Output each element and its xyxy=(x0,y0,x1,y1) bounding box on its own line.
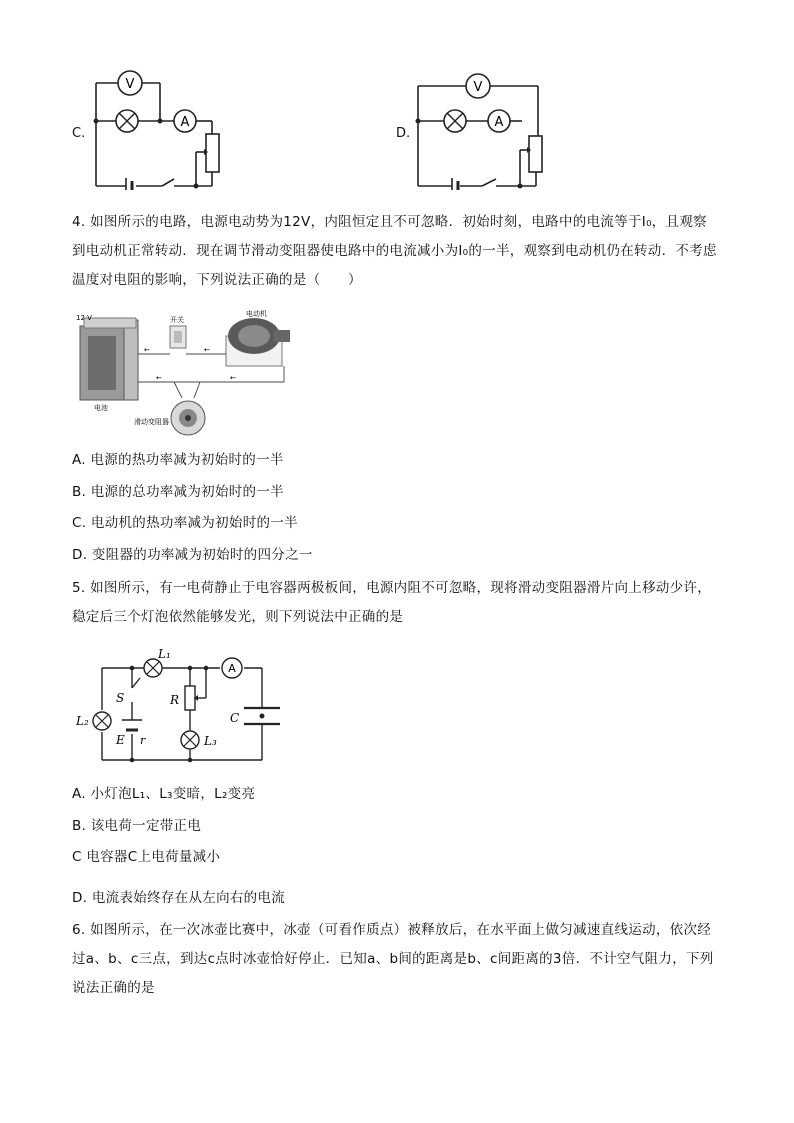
label-c: C xyxy=(230,711,240,725)
circuit-diagram-d xyxy=(412,66,552,190)
q4-option-b: B. 电源的总功率减为初始时的一半 xyxy=(72,484,284,500)
option-c-label: C. xyxy=(72,126,86,141)
q5-option-b: B. 该电荷一定带正电 xyxy=(72,818,202,834)
label-r-big: R xyxy=(170,693,180,707)
q5-option-d: D. 电流表始终存在从左向右的电流 xyxy=(72,890,286,906)
question-5-text: 5. 如图所示，有一电荷静止于电容器两极板间，电源内阻不可忽略，现将滑动变阻器滑片向上移动少许，稳定后三个灯泡依然能够发光，则下列说法中正确的是 xyxy=(72,580,712,625)
circuit-diagram-c xyxy=(88,66,228,190)
svg-text:←: ← xyxy=(156,374,162,382)
fig-switch-label: 开关 xyxy=(170,316,184,324)
svg-text:←: ← xyxy=(144,346,150,354)
label-l3: L₃ xyxy=(204,734,217,748)
voltmeter-label: V xyxy=(473,80,483,95)
q4-option-c: C. 电动机的热功率减为初始时的一半 xyxy=(72,515,298,531)
ammeter-label: A xyxy=(180,115,190,130)
label-l1: L₁ xyxy=(158,647,171,661)
label-e: E xyxy=(116,733,125,747)
q5-circuit-diagram xyxy=(72,644,302,770)
question-6-text: 6. 如图所示，在一次冰壶比赛中，冰壶（可看作质点）被释放后，在水平面上做匀减速直线运动，依次经过a、b、c三点，到达c点时冰壶恰好停止．已知a、b间的距离是b、c间距离的3倍．不计空气阻力，下列说法正确的是 xyxy=(72,922,714,996)
label-l2: L₂ xyxy=(76,714,89,728)
label-s: S xyxy=(116,691,125,705)
fig-rheostat-label: 滑动变阻器 xyxy=(134,418,169,426)
q5-option-a: A. 小灯泡L₁、L₃变暗，L₂变亮 xyxy=(72,786,256,802)
fig-voltage-label: 12 V xyxy=(76,314,92,322)
fig-motor-label: 电动机 xyxy=(246,310,267,318)
ammeter-label: A xyxy=(494,115,504,130)
voltmeter-label: V xyxy=(125,77,135,92)
q5-option-c: C 电容器C上电荷量减小 xyxy=(72,849,221,865)
option-d-label: D. xyxy=(396,126,411,141)
svg-text:←: ← xyxy=(204,346,210,354)
q4-option-a: A. 电源的热功率减为初始时的一半 xyxy=(72,452,284,468)
q4-option-d: D. 变阻器的功率减为初始时的四分之一 xyxy=(72,547,313,563)
label-r-small: r xyxy=(140,734,146,747)
svg-text:←: ← xyxy=(230,374,236,382)
ammeter-label: A xyxy=(228,662,236,675)
question-4-text: 4. 如图所示的电路，电源电动势为12V，内阻恒定且不可忽略．初始时刻，电路中的电流等于I₀，且观察到电动机正常转动．现在调节滑动变阻器使电路中的电流减小为I₀的一半，观察到电动机仍在转动．不考虑温度对电阻的影响，下列说法正确的是（ ） xyxy=(72,214,717,288)
q4-photo-figure xyxy=(74,306,304,440)
fig-battery-label: 电池 xyxy=(94,404,108,412)
